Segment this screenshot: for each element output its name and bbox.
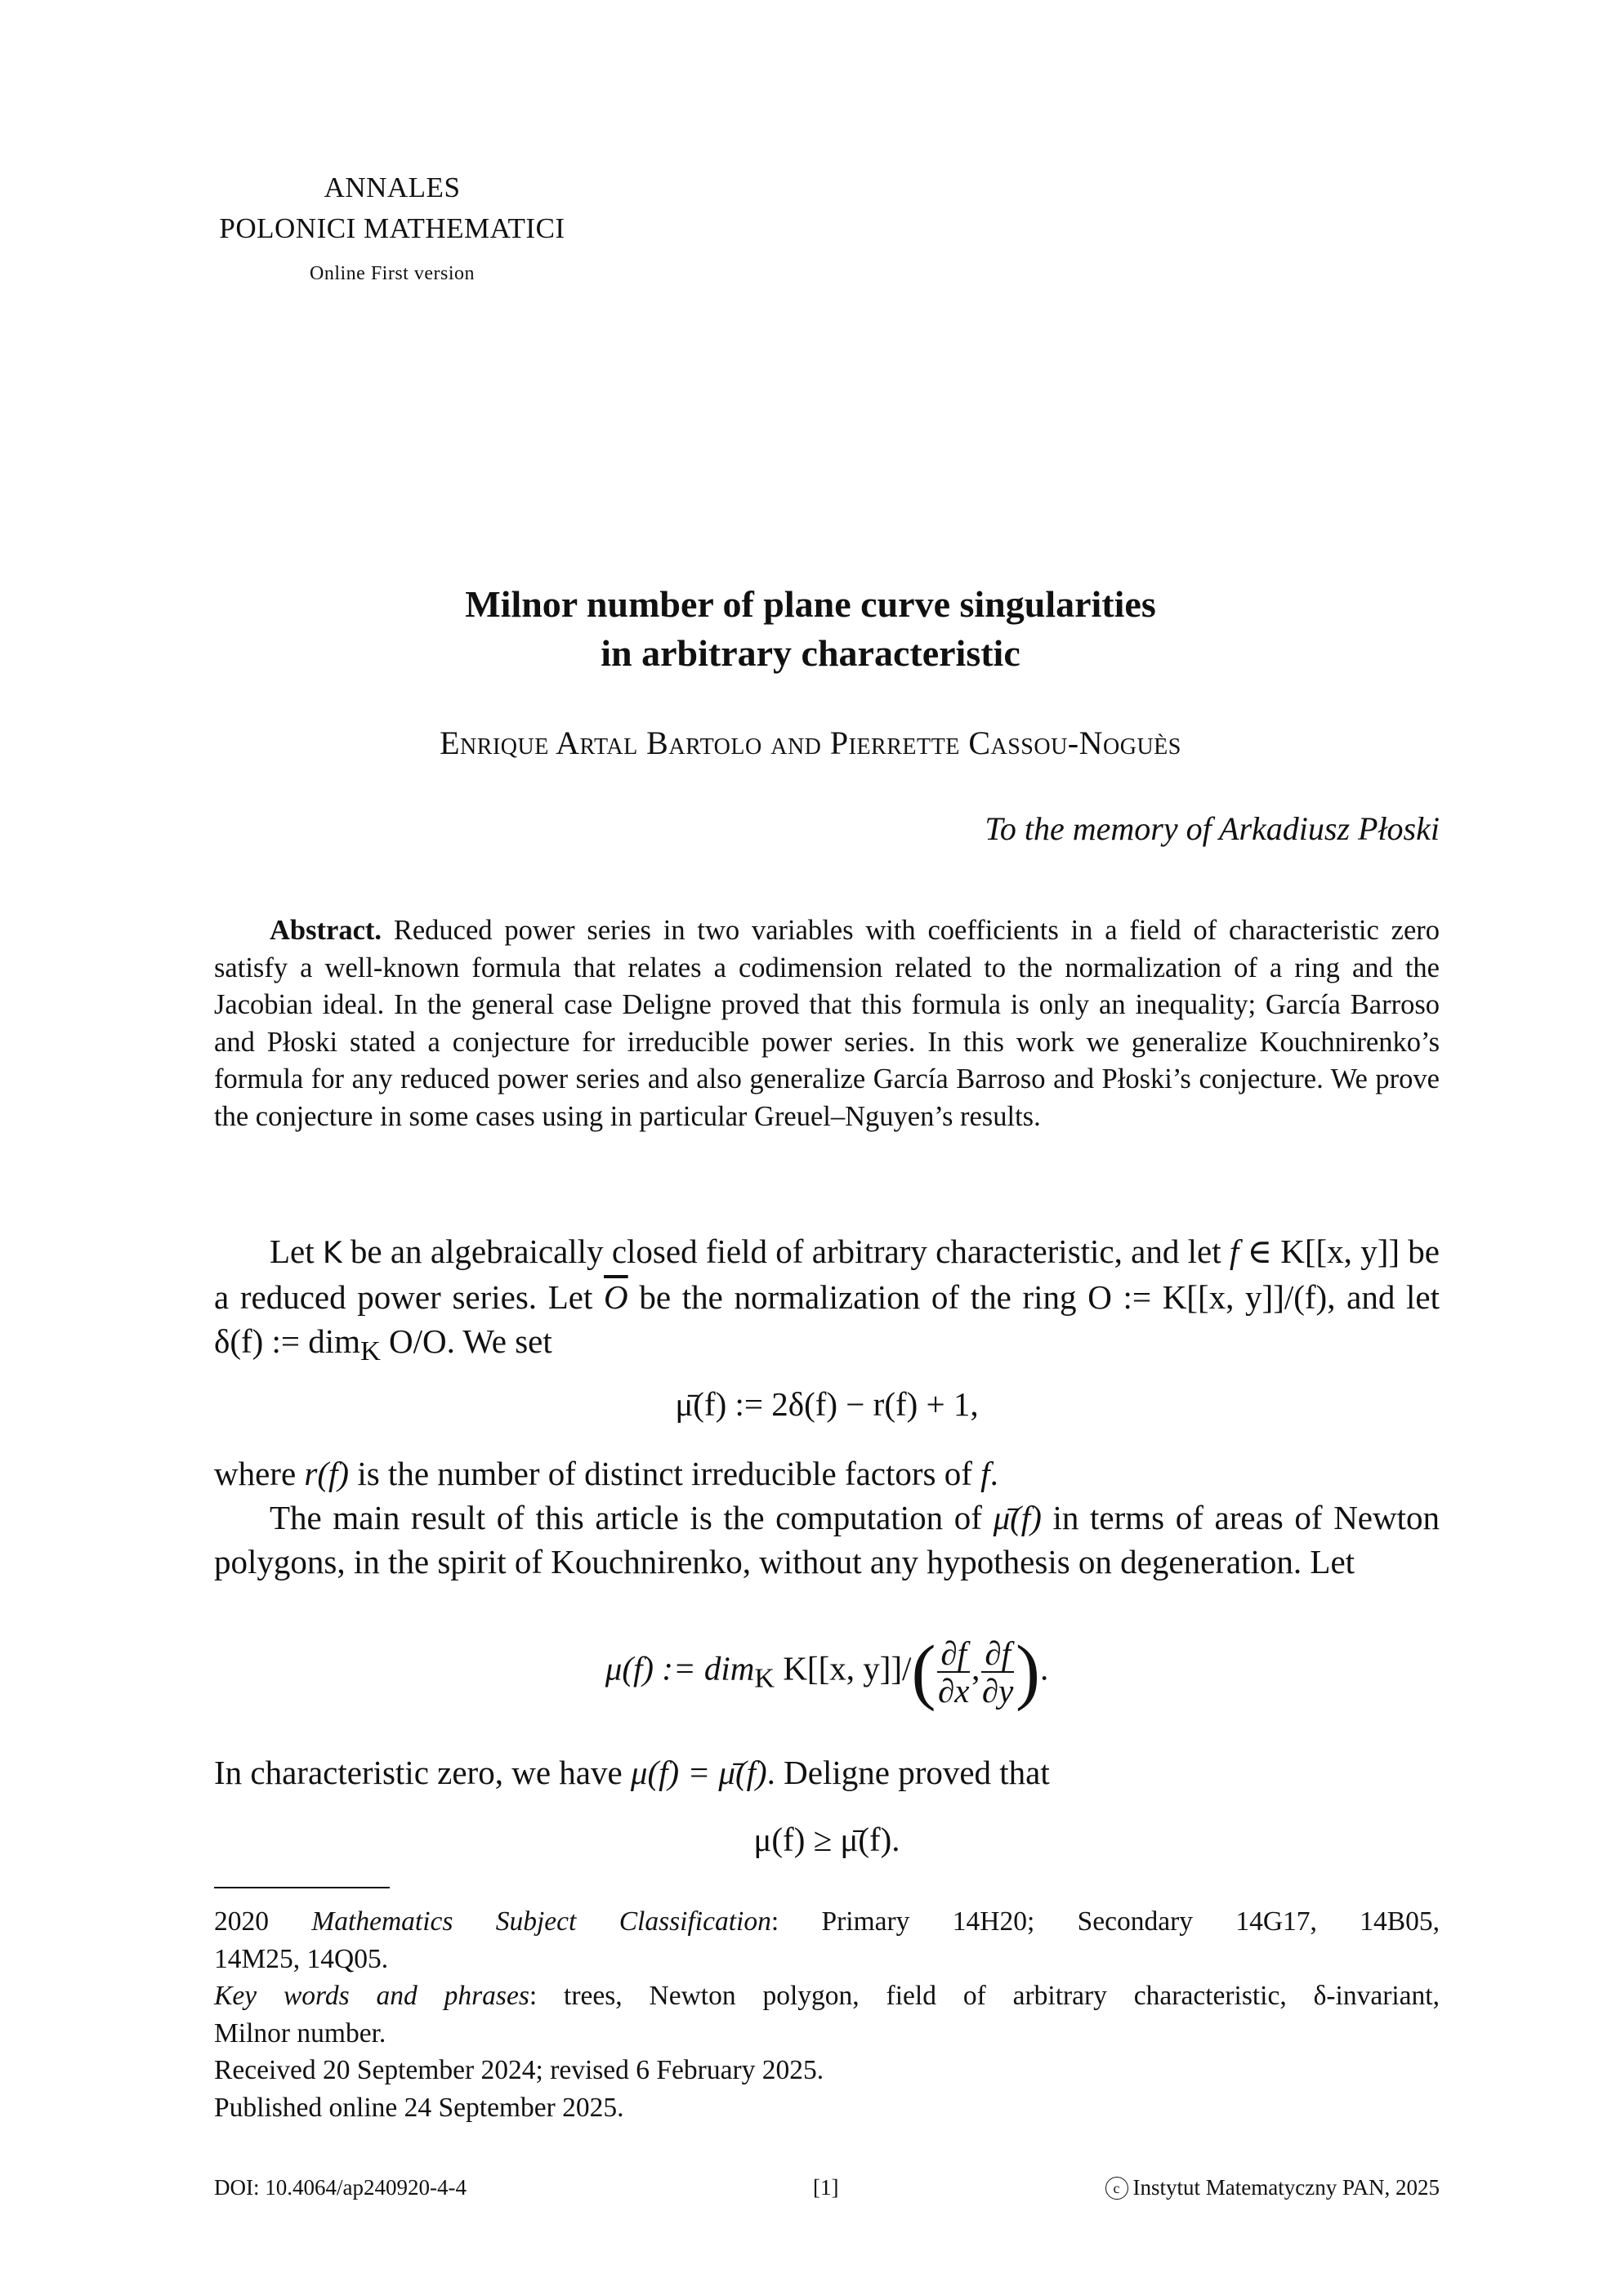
text: . We set xyxy=(446,1322,552,1360)
keywords-line2: Milnor number. xyxy=(214,2017,386,2049)
text: be a reduced power series. Let xyxy=(214,1233,1440,1316)
paragraph-main-result xyxy=(214,1496,1440,1584)
equation-deligne-inequality: μ(f) ≥ μ̄(f). xyxy=(753,1821,900,1858)
text: . xyxy=(1039,1649,1049,1687)
copyright xyxy=(1105,2171,1440,2204)
text: in terms of areas of Newton polygons, in the spirit of Kouchnirenko, without any hypothesis on degeneration. Let xyxy=(214,1499,1440,1580)
journal-name-line1: ANNALES xyxy=(324,172,461,203)
journal-version: Online First version xyxy=(310,263,475,284)
msc-codes: : Primary 14H20; Secondary 14G17, 14B05, xyxy=(770,1906,1440,1937)
abstract-label: Abstract. xyxy=(270,915,382,946)
title-line2: in arbitrary characteristic xyxy=(601,632,1020,674)
keywords-label: Key words and phrases xyxy=(214,1981,529,2011)
numerator: ∂f xyxy=(981,1635,1014,1673)
text: Let xyxy=(270,1233,323,1270)
fraction-df-dy xyxy=(981,1635,1014,1709)
math-ring: K[[x, y]]/ xyxy=(775,1649,912,1687)
msc-line2: 14M25, 14Q05. xyxy=(214,1943,389,1974)
field-symbol: K xyxy=(322,1236,342,1270)
text: . xyxy=(989,1455,998,1492)
fraction-df-dx xyxy=(937,1635,970,1709)
denominator: ∂x xyxy=(938,1672,970,1710)
math-ring-def: O := K[[x, y]]/(f) xyxy=(1087,1278,1328,1316)
text: be an algebraically closed field of arbitrary characteristic, and let xyxy=(342,1233,1230,1270)
article-title xyxy=(211,580,1410,678)
math-delta-def: δ(f) := dim xyxy=(214,1322,361,1360)
text: . Deligne proved that xyxy=(766,1754,1050,1791)
copyright-text: Instytut Matematyczny PAN, 2025 xyxy=(1132,2175,1440,2200)
msc-line xyxy=(214,1903,1440,1941)
text: where xyxy=(214,1455,305,1492)
title-line1: Milnor number of plane curve singularities xyxy=(465,583,1156,625)
math-f: f xyxy=(980,1455,990,1492)
denominator: ∂y xyxy=(981,1672,1014,1710)
equation-mu-bar: μ̄(f) := 2δ(f) − r(f) + 1, xyxy=(675,1385,979,1423)
right-paren: ) xyxy=(1015,1631,1040,1712)
page-footer xyxy=(214,2171,1440,2204)
dedication: To the memory of Arkadiusz Płoski xyxy=(985,810,1440,847)
journal-name-line2: POLONICI MATHEMATICI xyxy=(219,212,565,244)
equation-milnor-number: μ(f) := dim$_K$ K[[x, y]]/( $\frac{\partial f}{\partial x}$ , $\frac{\partial f}{\partial y}$ ). xyxy=(605,1631,1049,1712)
math-subscript: K xyxy=(360,1336,381,1367)
authors: Enrique Artal Bartolo and Pierrette Cassou-Noguès xyxy=(440,724,1181,761)
received-date: Received 20 September 2024; revised 6 February 2025. xyxy=(214,2055,824,2085)
paragraph-intro xyxy=(214,1229,1440,1374)
math-mu-def: μ(f) := dim xyxy=(605,1649,755,1687)
footnotes xyxy=(214,1903,1440,2126)
math-f: f xyxy=(1229,1233,1239,1270)
numerator: ∂f xyxy=(937,1635,970,1673)
math-ring: K[[x, y]] xyxy=(1280,1233,1400,1270)
keywords-line xyxy=(214,1977,1440,2015)
journal-header xyxy=(163,167,621,290)
text: is the number of distinct irreducible factors of xyxy=(349,1455,981,1492)
text: , and let xyxy=(1327,1278,1440,1316)
paragraph-r xyxy=(214,1451,1440,1496)
published-date: Published online 24 September 2025. xyxy=(214,2092,624,2123)
page-number: [1] xyxy=(813,2175,839,2200)
paragraph-deligne xyxy=(214,1750,1440,1794)
left-paren: ( xyxy=(911,1631,936,1712)
text: ∈ xyxy=(1239,1233,1281,1270)
math-mu-bar: μ̄(f) xyxy=(993,1499,1042,1536)
msc-label: Mathematics Subject Classification xyxy=(311,1906,771,1937)
keywords: : trees, Newton polygon, field of arbitrary characteristic, δ-invariant, xyxy=(529,1981,1440,2011)
text: In characteristic zero, we have xyxy=(214,1754,631,1791)
math-subscript: K xyxy=(754,1663,775,1694)
abstract xyxy=(214,912,1440,1136)
math-equality: μ(f) = μ̄(f) xyxy=(630,1754,767,1791)
copyright-icon: c xyxy=(1105,2177,1128,2200)
doi: DOI: 10.4064/ap240920-4-4 xyxy=(214,2175,467,2200)
math-r: r(f) xyxy=(304,1455,350,1492)
footnote-rule xyxy=(214,1887,390,1888)
text: be the normalization of the ring xyxy=(627,1278,1088,1316)
text: The main result of this article is the computation of xyxy=(270,1499,994,1536)
math-normalization: $\overline{O}$ xyxy=(604,1278,628,1316)
math-quotient: O/O xyxy=(380,1322,447,1360)
abstract-text: Reduced power series in two variables with coefficients in a field of characteristic zero satisfy a well-known formula that relates a codimension related to the normalization of a ring and the Jacobian ideal. In the general case Deligne proved that this formula is only an inequality; García Barroso and Płoski stated a conjecture for irreducible power series. In this work we generalize Kouchnirenko’s formula for any reduced power series and also generalize García Barroso and Płoski’s conjecture. We prove the conjecture in some cases using in particular Greuel–Nguyen’s results. xyxy=(214,915,1440,1132)
text: 2020 xyxy=(214,1906,312,1937)
